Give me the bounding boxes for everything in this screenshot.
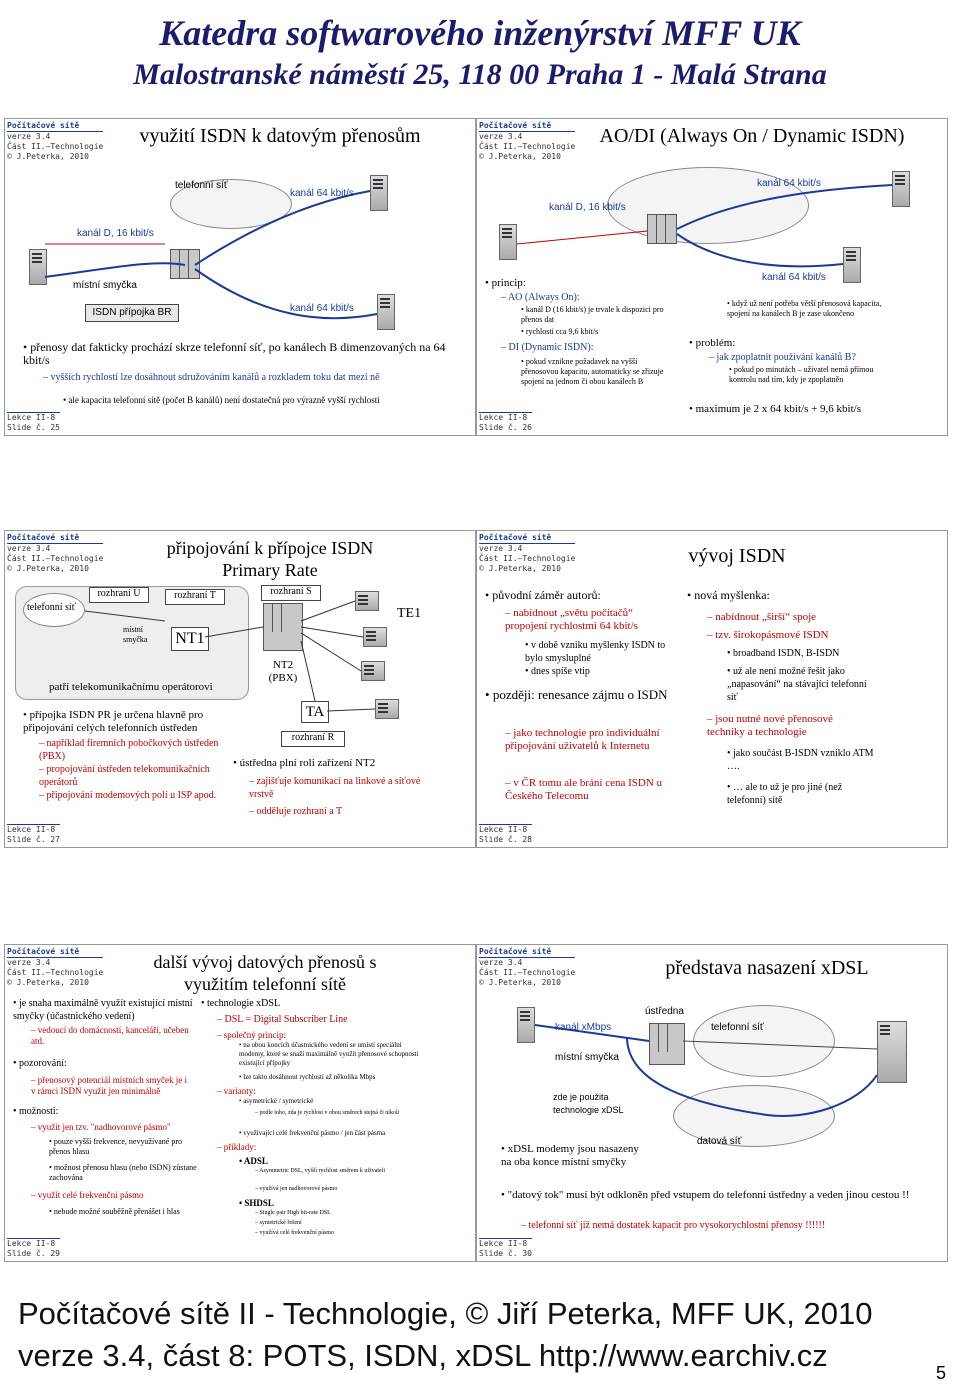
bullet: • přenosy dat fakticky prochází skrze telefonní síť, po kanálech B dimenzovaných na 64 kbit/s — [23, 340, 446, 367]
course-box: Počítačové sítě verze 3.4 Část II.–Technologie © J.Peterka, 2010 — [7, 947, 104, 987]
course-box: Počítačové sítě verze 3.4 Část II.–Technologie © J.Peterka, 2010 — [479, 533, 576, 573]
header-address: Malostranské náměstí 25, 118 00 Praha 1 - Malá Strana — [133, 58, 827, 91]
course-box: Počítačové sítě verze 3.4 Část II.–Technologie © J.Peterka, 2010 — [479, 121, 576, 161]
slide-title: představa nasazení xDSL — [665, 957, 869, 979]
bullet: • ale kapacita telefonní sítě (počet B kanálů) není dostatečná pro výrazně vyšší rychlosti — [63, 395, 380, 405]
bullet: – vyšších rychlostí lze dosáhnout sdružováním kanálů a rozkladem toku dat mezi ně — [43, 372, 380, 383]
course-box: Počítačové sítě verze 3.4 Část II.–Technologie © J.Peterka, 2010 — [479, 947, 576, 987]
slide-title: vývoj ISDN — [688, 545, 786, 567]
course-box: Počítačové sítě verze 3.4 Část II.–Technologie © J.Peterka, 2010 — [7, 121, 104, 161]
slide-title: připojování k přípojce ISDN Primary Rate — [166, 538, 374, 580]
connection-lines — [5, 119, 475, 435]
slide-number: Lekce II-8 Slide č. 29 — [7, 1239, 60, 1258]
slide-number: Lekce II-8 Slide č. 28 — [479, 825, 532, 844]
slide-title: AO/DI (Always On / Dynamic ISDN) — [599, 125, 905, 147]
footer-line1: Počítačové sítě II - Technologie, © Jiří Peterka, MFF UK, 2010 — [18, 1296, 873, 1331]
course-box: Počítačové sítě verze 3.4 Část II.–Technologie © J.Peterka, 2010 — [7, 533, 104, 573]
header-title: Katedra softwarového inženýrství MFF UK — [159, 13, 801, 53]
slide-25: Počítačové sítě verze 3.4 Část II.–Technologie © J.Peterka, 2010 využití ISDN k datovým přenosům telefonní síť kanál 64 kbit/s kanál D, 16 kbit/s místní smyčka ISDN přípojka BR kanál 64 kbit/s • přenosy dat fakticky prochází skrze telefonní síť, po kanálech B dimenzovaných na 64 kbit/s – vyšších rychlostí lze dosáhnout sdružováním kanálů a rozkladem toku dat mezi ně • ale kapacita telefonní sítě (počet B kanálů) není dostatečná pro výrazně vyšší rychlosti Lekce II-8 Slide č. 25 — [4, 118, 476, 436]
slide-number: Lekce II-8 Slide č. 25 — [7, 413, 60, 432]
page-number: 5 — [935, 1363, 946, 1383]
slide-26: Počítačové sítě verze 3.4 Část II.–Technologie © J.Peterka, 2010 AO/DI (Always On / Dynamic ISDN) kanál 64 kbit/s kanál D, 16 kbit/s kanál 64 kbit/s • princip: – AO (Always On): • kanál D (16 kbit/s) je trvale k dispozici pro přenos dat • rychlosti cca 9,6 kbit/s – DI (Dynamic ISDN): • pokud vznikne požadavek na vyšší přenosovou kapacitu, automaticky se zřizuje spojení na jednom či obou kanálech B • když už není potřeba větší přenosová kapacita, spojení na kanálech B je zase ukončeno • problém: – jak zpoplatnit používání kanálů B? • pokud po minutách – uživatel nemá přímou kontrolu nad tím, kdy je zpoplatněn • maximum je 2 x 64 kbit/s + 9,6 kbit/s Lekce II-8 Slide č. 26 — [476, 118, 948, 436]
slide-29: Počítačové sítě verze 3.4 Část II.–Technologie © J.Peterka, 2010 další vývoj datových přenosů s využitím telefonní sítě • je snaha maximálně využít existující místní smyčky (účastnického vedení) – vedoucí do domácností, kanceláří, učeben atd. • pozorování: – přenosový potenciál místních smyček je i v rámci ISDN využit jen minimálně • možnosti: – využít jen tzv. "nadhovorové pásmo" • pouze vyšší frekvence, nevyužívané pro přenos hlasu • možnost přenosu hlasu (nebo ISDN) zůstane zachována – využít celé frekvenční pásmo • nebude možné souběžně přenášet i hlas • technologie xDSL – DSL = Digital Subscriber Line – společný princip: • na obou koncích účastnického vedení se umístí speciální modemy, které se snaží maximálně využít přenosové schopnosti existující přípojky • lze takto dosáhnout rychlostí až několika Mbps – varianty: • asymetrické / symetrické – podle toho, zda je rychlost v obou směrech stejná či nikoli • využívající celé frekvenční pásmo / jen část pásma – příklady: • ADSL – Asymmetric DSL, vyšší rychlost směrem k uživateli – využívá jen nadhovorové pásmo • SHDSL – Single pair High bit-rate DSL – symetrické řešení – využívá celé frekvenční pásmo Lekce II-8 Slide č. 29 — [4, 944, 476, 1262]
slide-number: Lekce II-8 Slide č. 30 — [479, 1239, 532, 1258]
slide-title: využití ISDN k datovým přenosům — [139, 125, 421, 147]
slide-title: další vývoj datových přenosů s využitím telefonní sítě — [153, 952, 377, 994]
slide-number: Lekce II-8 Slide č. 26 — [479, 413, 532, 432]
footer-line2: verze 3.4, část 8: POTS, ISDN, xDSL http://www.earchiv.cz — [18, 1338, 828, 1373]
slide-28: Počítačové sítě verze 3.4 Část II.–Technologie © J.Peterka, 2010 vývoj ISDN • původní záměr autorů: – nabídnout „světu počítačů“ propojení rychlostmi 64 kbit/s • v době vzniku myšlenky ISDN to bylo smysluplné • dnes spíše vtip • později: renesance zájmu o ISDN – jako technologie pro individuální připojování uživatelů k Internetu – v ČR tomu ale brání cena ISDN u Českého Telecomu • nová myšlenka: – nabídnout „širší“ spoje – tzv. širokopásmové ISDN • broadband ISDN, B-ISDN • už ale není možné řešit jako „napasování“ na stávající telefonní síť – jsou nutné nové přenosové techniky a technologie • jako součást B-ISDN vzniklo ATM …. • … ale to už je pro jiné (než telefonní) sítě Lekce II-8 Slide č. 28 — [476, 530, 948, 848]
slide-27: Počítačové sítě verze 3.4 Část II.–Technologie © J.Peterka, 2010 připojování k přípojce ISDN Primary Rate telefonní síť rozhraní U rozhraní T místní smyčka NT1 patří telekomunikačnímu operátorovi rozhraní S NT2 (PBX) TE1 TA rozhraní R • přípojka ISDN PR je určena hlavně pro připojování celých telefonních ústředen – například firemních pobočkových ústředen (PBX) – propojování ústředen telekomunikačních operátorů – připojování modemových polí u ISP apod. • ústředna plní roli zařízení NT2 – zajišťuje komunikaci na linkové a síťové vrstvě – odděluje rozhraní a T Lekce II-8 Slide č. 27 — [4, 530, 476, 848]
slide-number: Lekce II-8 Slide č. 27 — [7, 825, 60, 844]
slide-30: Počítačové sítě verze 3.4 Část II.–Technologie © J.Peterka, 2010 představa nasazení xDSL kanál xMbps ústředna telefonní síť místní smyčka zde je použita technologie xDSL datová síť • xDSL modemy jsou nasazeny na oba konce místní smyčky • "datový tok" musí být odkloněn před vstupem do telefonní ústředny a veden jinou cestou !! – telefonní síť již nemá dostatek kapacit pro vysokorychlostní přenosy !!!!!! Lekce II-8 Slide č. 30 — [476, 944, 948, 1262]
